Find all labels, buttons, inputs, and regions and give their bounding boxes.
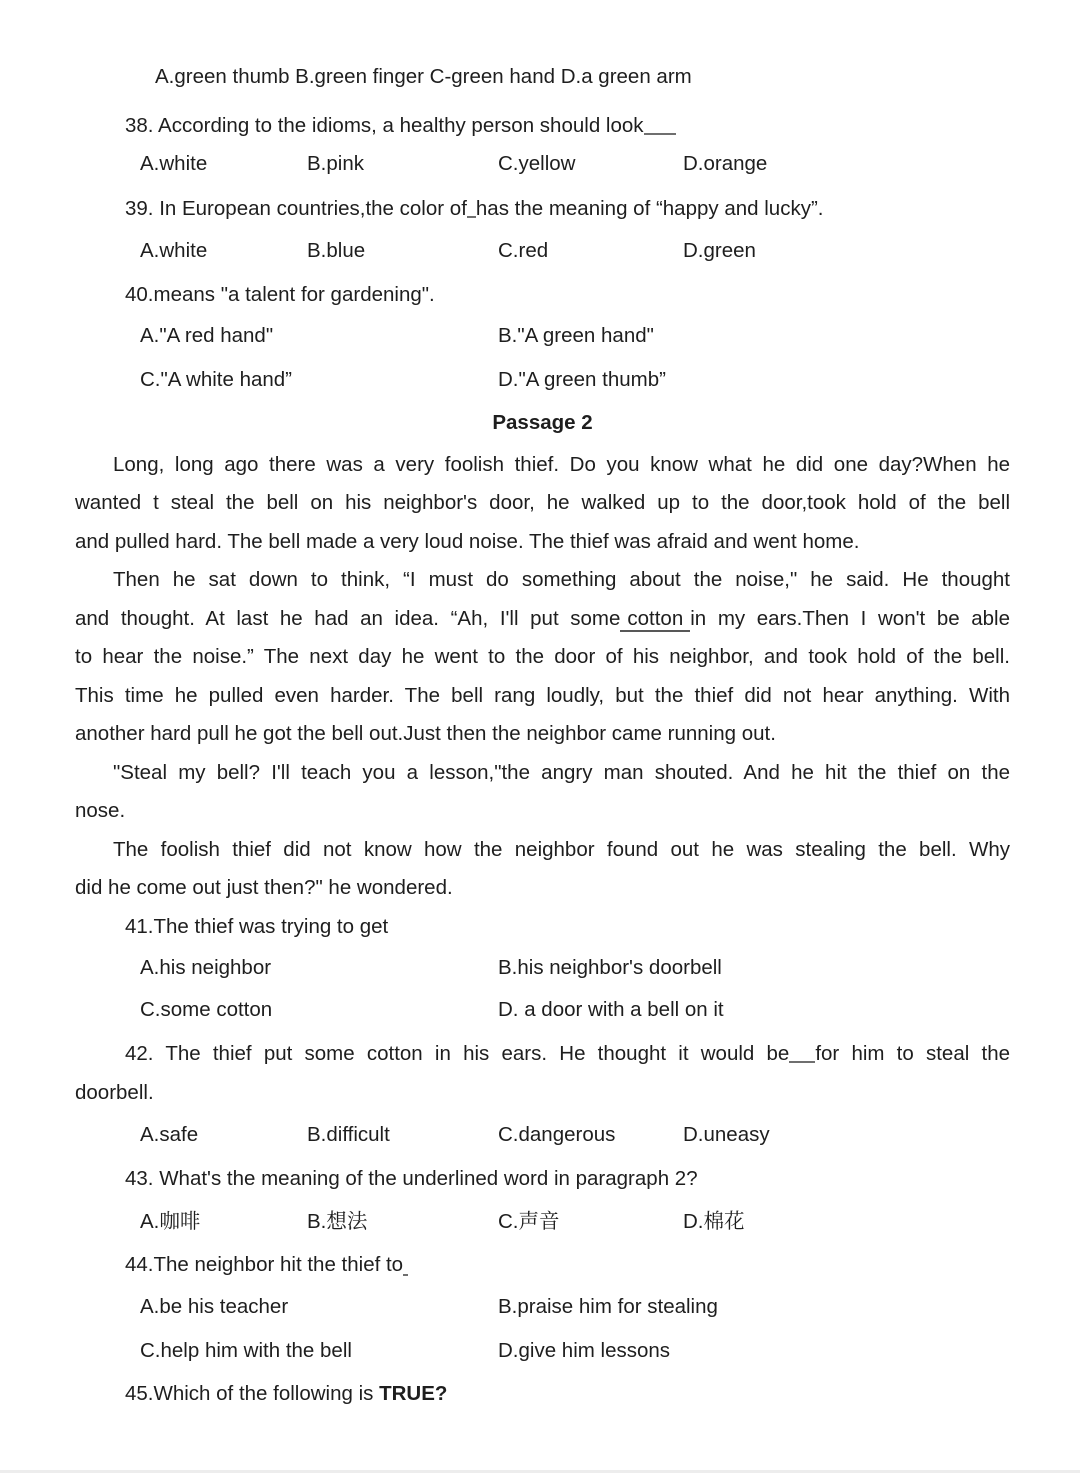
passage-para2-line2-before: and thought. At last he had an idea. “Ah, I'll put some <box>75 606 621 630</box>
underlined-word-cotton: cotton <box>620 607 690 632</box>
question-41-options-row2 <box>75 991 1010 1030</box>
question-40-option-a: A."A red hand" <box>140 324 274 347</box>
question-44-text: 44.The neighbor hit the thief to <box>125 1252 404 1276</box>
passage-para4-line2: did he come out just then?" he wondered. <box>75 876 453 899</box>
question-38-option-b: B.pink <box>307 152 364 175</box>
question-41-option-a: A.his neighbor <box>140 956 272 979</box>
question-39-options <box>75 232 1010 271</box>
question-38-blank <box>644 121 676 135</box>
question-42-blank <box>789 1049 815 1063</box>
question-44-option-c: C.help him with the bell <box>140 1338 352 1362</box>
question-44-blank <box>403 1262 408 1276</box>
question-38-option-d: D.orange <box>683 152 768 175</box>
question-42-text-after: for him to steal the <box>815 1042 1010 1065</box>
passage-para1-line3: and pulled hard. The bell made a very loud noise. The thief was afraid and went home. <box>75 529 860 553</box>
question-42-stem-line2: doorbell. <box>75 1080 154 1104</box>
question-42-text-before: 42. The thief put some cotton in his ears. He thought it would be <box>125 1042 790 1065</box>
question-39-option-a: A.white <box>140 239 208 262</box>
passage-para2-line5: another hard pull he got the bell out.Just then the neighbor came running out. <box>75 722 776 745</box>
question-43-option-d: D.棉花 <box>683 1210 745 1233</box>
question-43-option-a: A.咖啡 <box>140 1210 201 1233</box>
passage-para1-line1: Long, long ago there was a very foolish thief. Do you know what he did one day?When he <box>113 452 1010 476</box>
question-41-options-row1 <box>75 949 1010 988</box>
question-40-option-d: D."A green thumb” <box>498 367 666 391</box>
question-43-option-c: C.声音 <box>498 1210 560 1233</box>
question-39-text-after: has the meaning of “happy and lucky”. <box>475 196 824 220</box>
passage-para2-line1: Then he sat down to think, “I must do something about the noise," he said. He thought <box>113 568 1010 591</box>
question-41-option-b: B.his neighbor's doorbell <box>498 956 722 979</box>
passage-para3-line1: "Steal my bell? I'll teach you a lesson,"the angry man shouted. And he hit the thief on the <box>113 760 1010 784</box>
question-41-stem: 41.The thief was trying to get <box>125 914 389 938</box>
question-45-text: 45.Which of the following is <box>125 1382 380 1405</box>
question-40-option-b: B."A green hand" <box>498 324 654 347</box>
question-42-option-b: B.difficult <box>307 1123 390 1146</box>
question-44-options-row1 <box>75 1288 1010 1327</box>
question-45-stem <box>75 1375 1010 1414</box>
question-37-options-line: A.green thumb B.green finger C-green hand D.a green arm <box>155 65 692 88</box>
question-39-option-b: B.blue <box>307 239 366 262</box>
question-38-options <box>75 145 1010 184</box>
passage-para2-line4: This time he pulled even harder. The bell rang loudly, but the thief did not hear anything. With <box>75 683 1010 707</box>
question-39-blank <box>467 204 476 218</box>
question-44-option-b: B.praise him for stealing <box>498 1295 718 1318</box>
question-44-options-row2 <box>75 1332 1010 1371</box>
question-43-stem: 43. What's the meaning of the underlined word in paragraph 2? <box>125 1166 698 1190</box>
question-38-text: 38. According to the idioms, a healthy person should look <box>125 113 644 137</box>
passage-para3-line2: nose. <box>75 799 126 822</box>
question-42-options <box>75 1116 1010 1155</box>
passage-2-heading: Passage 2 <box>492 411 593 434</box>
question-43-option-b: B.想法 <box>307 1210 368 1233</box>
question-45-bold-true: TRUE? <box>379 1382 448 1405</box>
question-43-options <box>75 1203 1010 1242</box>
question-38-stem <box>75 107 1010 146</box>
question-40-options-row2 <box>75 361 1010 400</box>
question-41-option-c: C.some cotton <box>140 997 273 1021</box>
passage-para2-line2 <box>75 600 1010 639</box>
question-40-options-row1 <box>75 317 1010 356</box>
question-38-option-c: C.yellow <box>498 152 576 175</box>
question-44-option-d: D.give him lessons <box>498 1338 671 1362</box>
question-42-option-d: D.uneasy <box>683 1123 770 1146</box>
question-44-option-a: A.be his teacher <box>140 1295 289 1318</box>
question-39-option-d: D.green <box>683 239 756 262</box>
question-44-stem <box>75 1246 1010 1285</box>
question-40-stem: 40.means "a talent for gardening". <box>125 282 435 306</box>
question-39-option-c: C.red <box>498 239 549 262</box>
question-39-stem <box>75 190 1010 229</box>
question-42-option-a: A.safe <box>140 1123 199 1146</box>
question-40-option-c: C."A white hand” <box>140 367 292 391</box>
question-41-option-d: D. a door with a bell on it <box>498 997 724 1021</box>
question-39-text-before: 39. In European countries,the color of <box>125 196 467 220</box>
passage-para2-line3: to hear the noise.” The next day he went to the door of his neighbor, and took hold of the bell. <box>75 645 1010 668</box>
question-38-option-a: A.white <box>140 152 208 175</box>
passage-para2-line2-after: in my ears.Then I won't be able <box>690 606 1010 630</box>
question-42-stem-line1 <box>75 1035 1010 1074</box>
passage-para4-line1: The foolish thief did not know how the neighbor found out he was stealing the bell. Why <box>113 837 1010 861</box>
question-42-option-c: C.dangerous <box>498 1123 616 1146</box>
passage-para1-line2: wanted t steal the bell on his neighbor's door, he walked up to the door,took hold of the bell <box>75 491 1010 514</box>
